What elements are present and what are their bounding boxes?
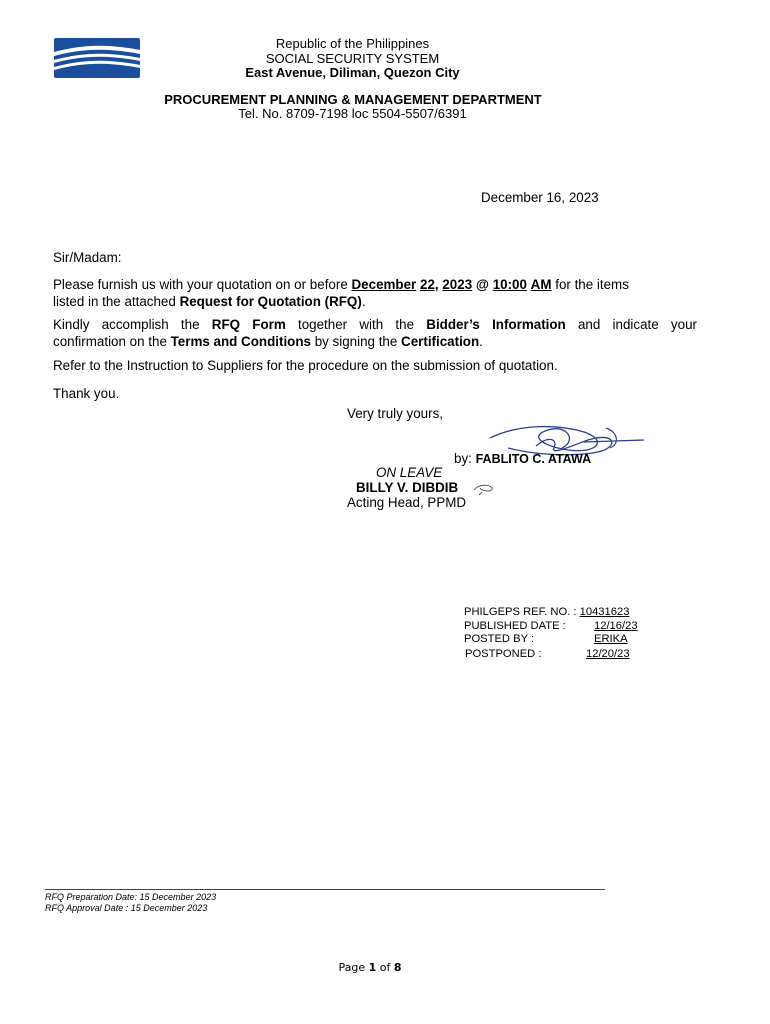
by-signatory-name: FABLITO C. ATAWA [475,452,592,466]
reference-block [464,606,684,661]
department-name: PROCUREMENT PLANNING & MANAGEMENT DEPARTMENT [164,92,542,107]
closing: Very truly yours, [347,406,443,421]
on-leave-note: ON LEAVE [376,465,443,480]
salutation: Sir/Madam: [53,250,122,265]
rfq-preparation-date: RFQ Preparation Date: 15 December 2023 [45,892,217,902]
deadline-year: 2023 [442,277,473,292]
letterhead-republic: Republic of the Philippines [275,36,430,51]
deadline-month: December [351,277,417,292]
letterhead-address: East Avenue, Diliman, Quezon City [245,65,460,80]
paragraph-refer: Refer to the Instruction to Suppliers for the procedure on the submission of quotation. [53,358,558,373]
thank-you: Thank you. [53,386,120,401]
signatory-title: Acting Head, PPMD [347,495,467,510]
page-number: Page 1 of 8 [338,961,402,974]
letter-date: December 16, 2023 [481,190,599,205]
initials-mark [472,482,496,496]
footer-divider [45,889,605,890]
letterhead-agency: SOCIAL SECURITY SYSTEM [265,51,440,66]
ref-row: PUBLISHED DATE : 12/16/23 [464,619,638,632]
by-label: by: FABLITO C. ATAWA [454,451,592,466]
paragraph-instructions: Kindly accomplish the RFQ Form together with the Bidder’s Information and indicate your confirmation on the Terms and Conditions by signing the Certification. [53,317,697,349]
deadline-ampm: AM [530,277,552,292]
paragraph-deadline: Please furnish us with your quotation on or before December 22, 2023 @ 10:00 AM for the items listed in the attached Request for Quotation (RFQ). [53,277,629,309]
deadline-time: 10:00 [492,277,527,292]
ref-row: POSTED BY : ERIKA [464,633,628,645]
rfq-approval-date: RFQ Approval Date : 15 December 2023 [45,903,208,913]
ref-row: POSTPONED : 12/20/23 [465,647,630,660]
deadline-day: 22, [420,277,439,292]
ref-row: PHILGEPS REF. NO. : 10431623 [464,606,630,618]
department-tel: Tel. No. 8709-7198 loc 5504-5507/6391 [238,106,467,121]
signatory-name: BILLY V. DIBDIB [356,480,459,495]
